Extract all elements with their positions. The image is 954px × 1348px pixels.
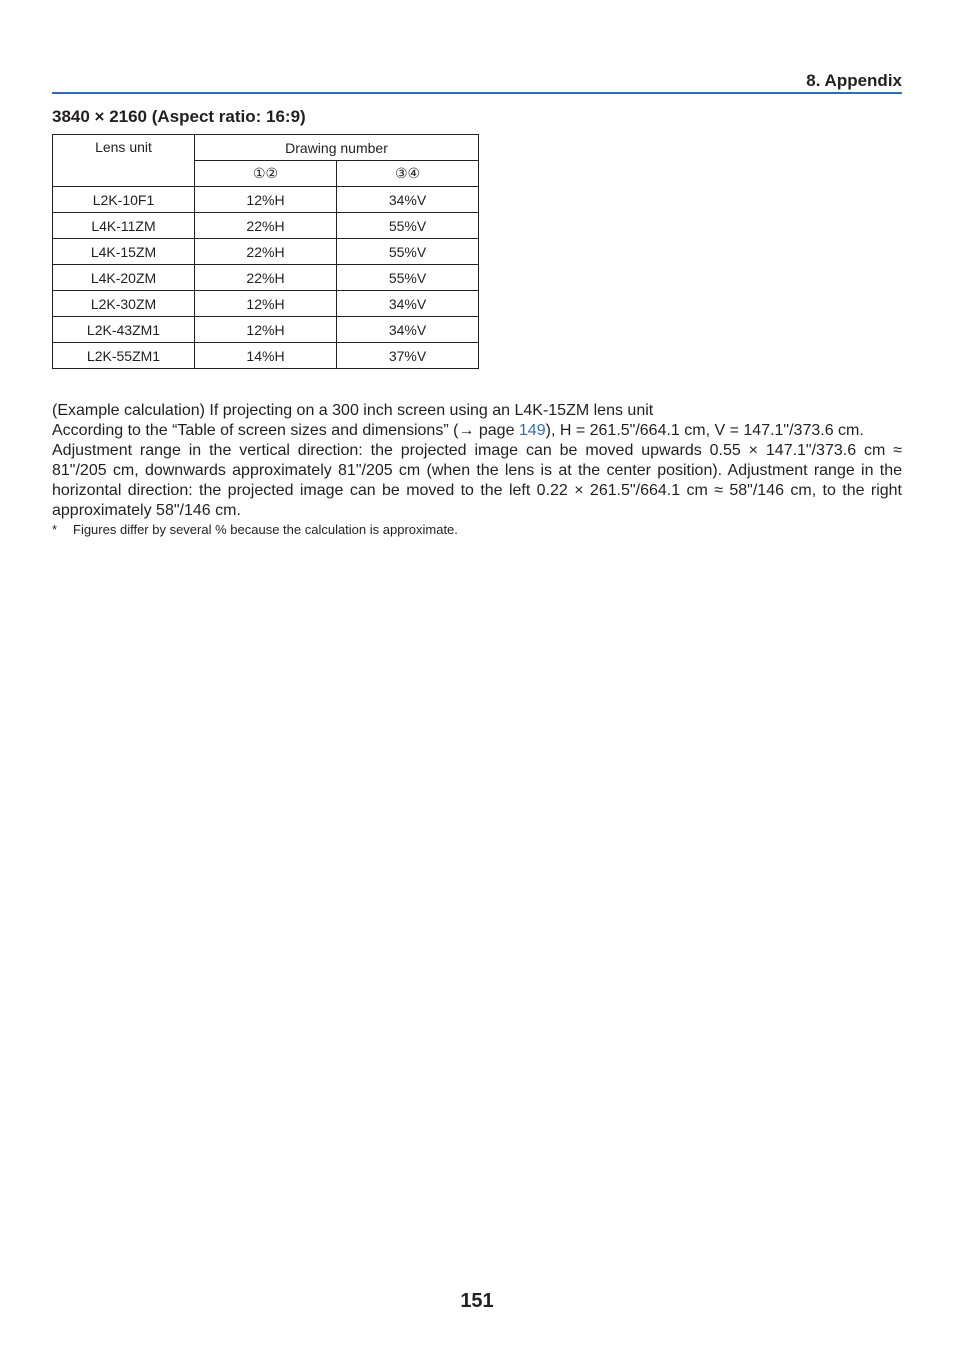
col-drawing-number: Drawing number [195, 135, 479, 161]
example-line-3: Adjustment range in the vertical direction: the projected image can be moved upwards 0.55 × 147.1"/373.6 cm ≈ 81"/205 cm, downwards approximately 81"/205 cm (when the lens is at the center position). Adjustment range in the horizontal direction: the projected image can be moved to the left 0.22 × 261.5"/664.1 cm ≈ 58"/146 cm, to the right approximately 58"/146 cm. [52, 442, 902, 519]
table-header-row [53, 135, 479, 161]
example-calculation [52, 401, 902, 521]
footnote-mark: * [52, 522, 58, 537]
drawing-a-cell: 12%H [195, 187, 337, 213]
example-line-1: (Example calculation) If projecting on a 300 inch screen using an L4K-15ZM lens unit [52, 402, 654, 419]
table-row [53, 343, 479, 369]
drawing-b-cell: 55%V [337, 213, 479, 239]
drawing-a-cell: 14%H [195, 343, 337, 369]
drawing-a-cell: 12%H [195, 291, 337, 317]
table-row [53, 239, 479, 265]
table-row [53, 317, 479, 343]
lens-unit-cell: L2K-30ZM [53, 291, 195, 317]
drawing-a-cell: 22%H [195, 265, 337, 291]
col-drawing-a: ①② [195, 161, 337, 187]
drawing-b-cell: 55%V [337, 239, 479, 265]
lens-table [52, 134, 479, 369]
header-rule [52, 92, 902, 94]
example-line-2-pre: According to the “Table of screen sizes and dimensions” (→ page [52, 422, 519, 439]
drawing-b-cell: 55%V [337, 265, 479, 291]
drawing-b-cell: 34%V [337, 317, 479, 343]
table-row [53, 291, 479, 317]
footnote [52, 521, 458, 539]
page-link[interactable]: 149 [518, 422, 546, 439]
lens-unit-cell: L2K-43ZM1 [53, 317, 195, 343]
footnote-text: Figures differ by several % because the calculation is approximate. [73, 522, 458, 537]
section-header: 8. Appendix [806, 71, 902, 90]
col-lens-unit: Lens unit [53, 135, 195, 187]
section-title: 3840 × 2160 (Aspect ratio: 16:9) [52, 107, 306, 126]
page-number: 151 [460, 1290, 494, 1312]
drawing-b-cell: 34%V [337, 291, 479, 317]
col-drawing-b: ③④ [337, 161, 479, 187]
drawing-a-cell: 22%H [195, 239, 337, 265]
drawing-b-cell: 37%V [337, 343, 479, 369]
table-row [53, 265, 479, 291]
example-line-2 [52, 421, 902, 441]
example-line-2-post: ), H = 261.5"/664.1 cm, V = 147.1"/373.6 cm. [545, 422, 864, 439]
table-row [53, 187, 479, 213]
lens-unit-cell: L2K-55ZM1 [53, 343, 195, 369]
drawing-a-cell: 12%H [195, 317, 337, 343]
drawing-b-cell: 34%V [337, 187, 479, 213]
lens-unit-cell: L4K-20ZM [53, 265, 195, 291]
lens-unit-cell: L4K-15ZM [53, 239, 195, 265]
lens-unit-cell: L2K-10F1 [53, 187, 195, 213]
table-row [53, 213, 479, 239]
lens-unit-cell: L4K-11ZM [53, 213, 195, 239]
drawing-a-cell: 22%H [195, 213, 337, 239]
